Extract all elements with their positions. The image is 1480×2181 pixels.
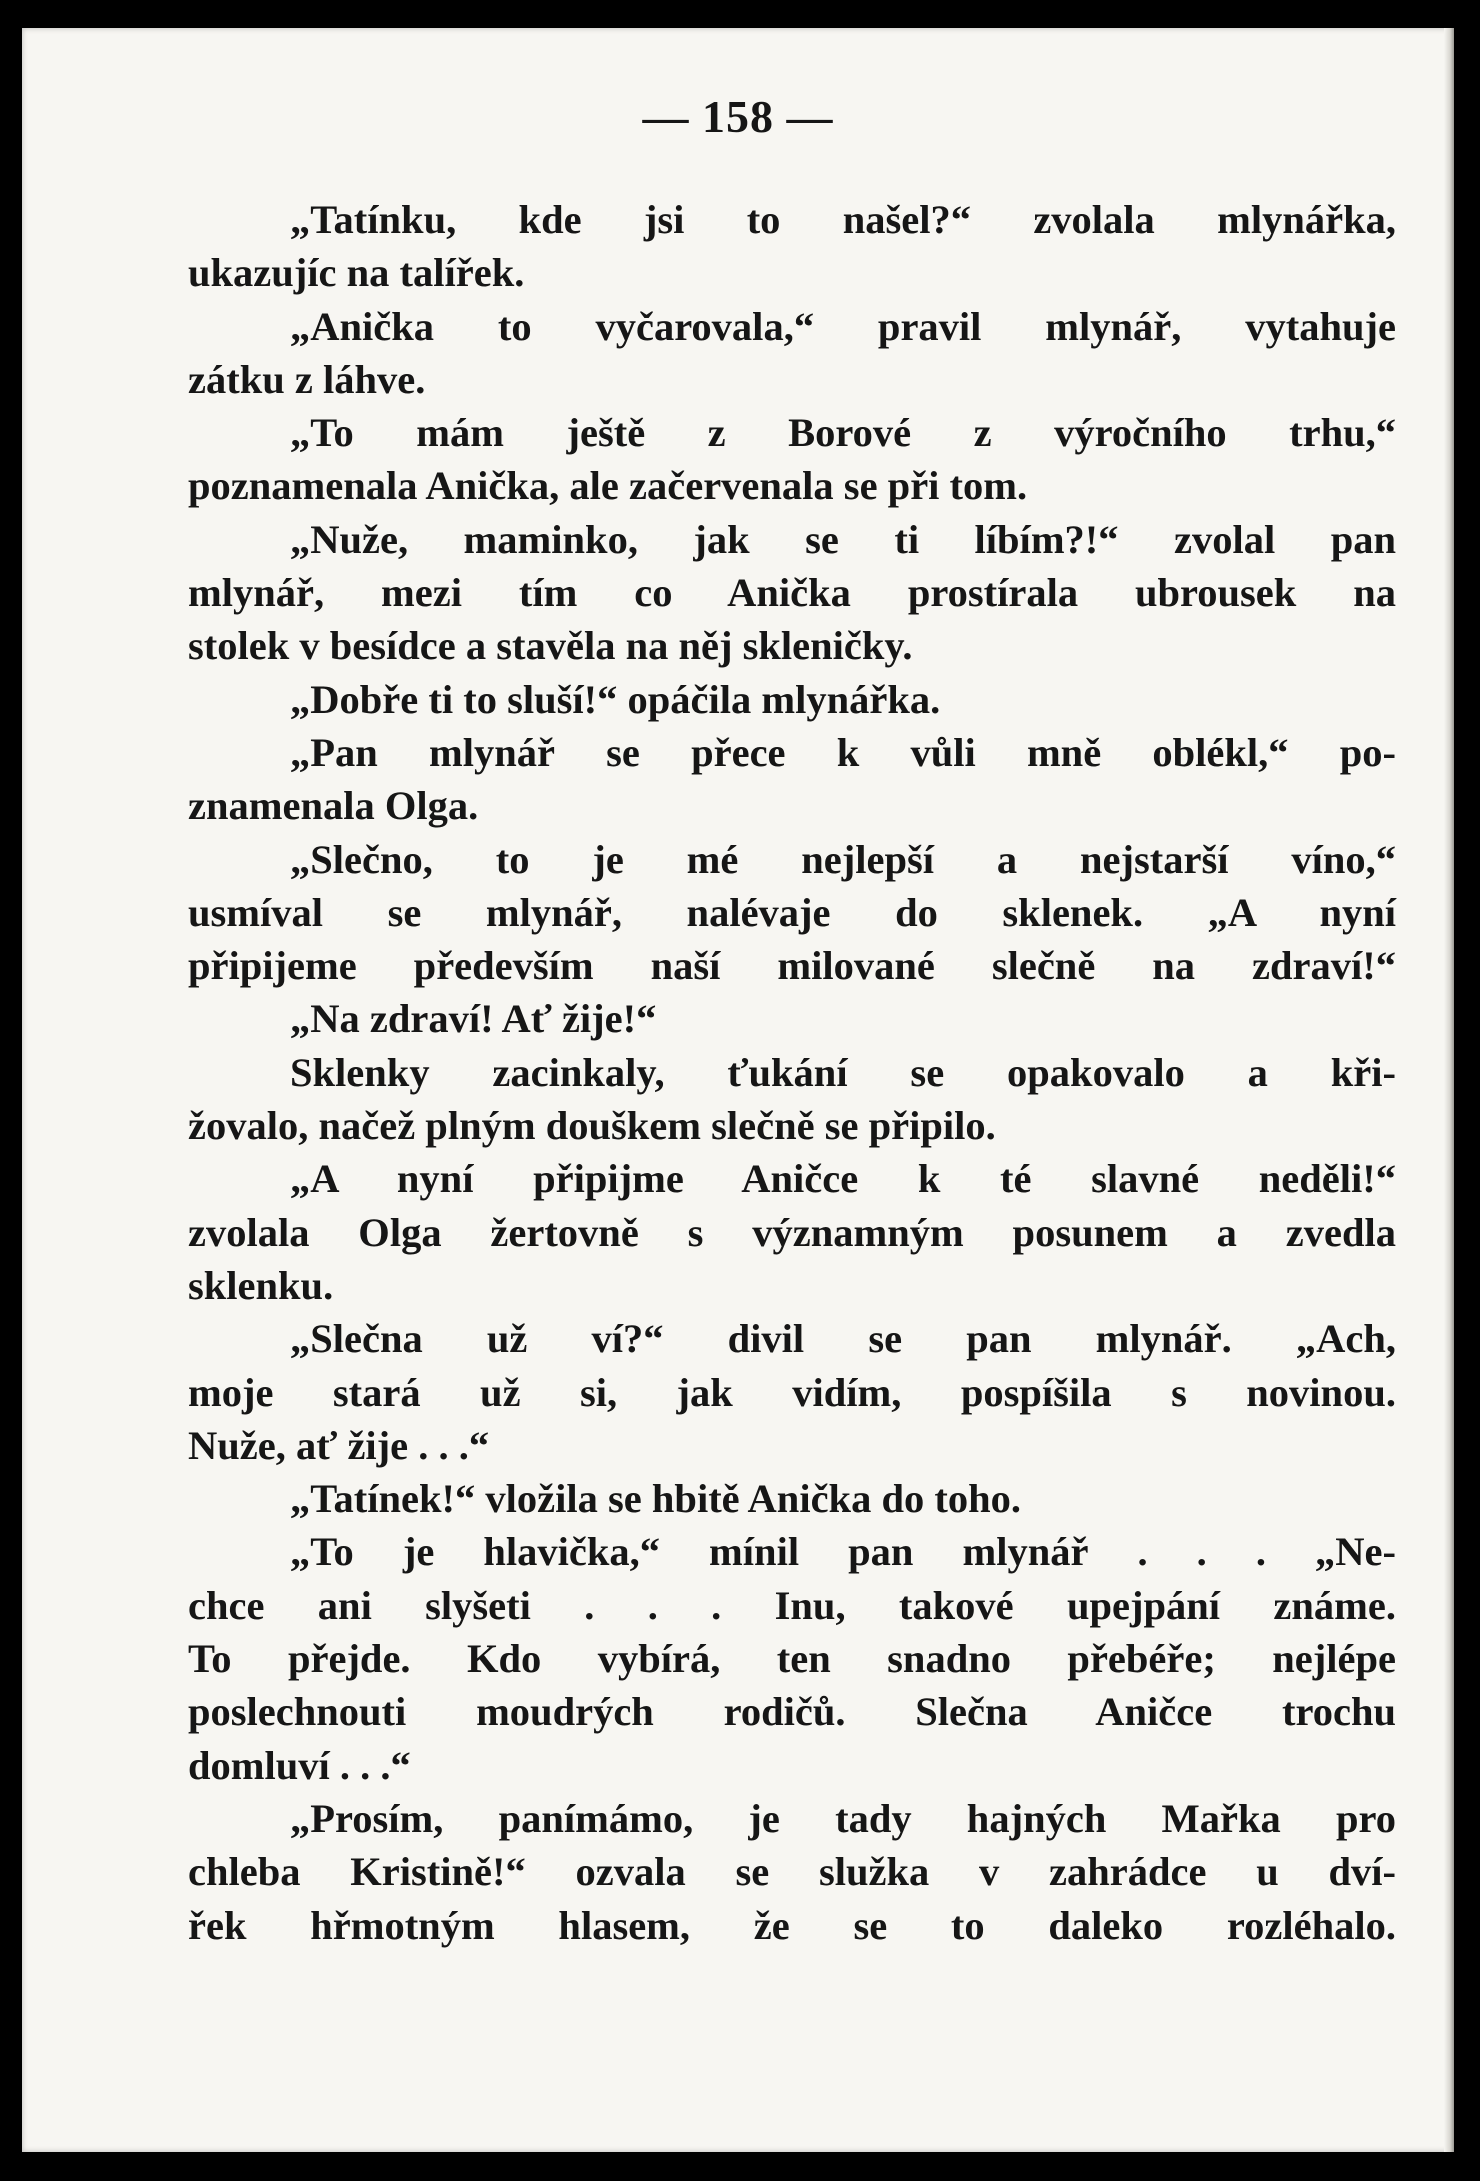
page-spine-shadow [1444,28,1454,2152]
text-line: stolek v besídce a stavěla na něj skleničky. [188,623,913,669]
text-line: chleba Kristině!“ ozvala se služka v zahrádce u dví- [188,1849,1396,1895]
text-line: ukazujíc na talířek. [188,250,525,296]
text-line: „Slečno, to je mé nejlepší a nejstarší víno,“ [290,836,1396,882]
text-line: mlynář, mezi tím co Anička prostírala ubrousek na [188,570,1396,616]
text-line: „Anička to vyčarovala,“ pravil mlynář, vytahuje [290,303,1396,349]
text-line: „Slečna už ví?“ divil se pan mlynář. „Ach, [290,1316,1396,1362]
text-line: „Pan mlynář se přece k vůli mně oblékl,“ po- [290,729,1396,775]
body-text [188,193,1396,1952]
text-line: znamenala Olga. [188,783,479,829]
text-line: „Na zdraví! Ať žije!“ [290,996,657,1042]
text-line: žovalo, načež plným douškem slečně se připilo. [188,1103,996,1149]
text-line: To přejde. Kdo vybírá, ten snadno přebéře; nejlépe [188,1636,1396,1682]
text-line: „Nuže, maminko, jak se ti líbím?!“ zvolal pan [290,516,1396,562]
text-line: poslechnouti moudrých rodičů. Slečna Aničce trochu [188,1689,1396,1735]
text-line: „To mám ještě z Borové z výročního trhu,“ [290,410,1396,456]
text-line: „Dobře ti to sluší!“ opáčila mlynářka. [290,676,941,722]
text-line: zvolala Olga žertovně s významným posunem a zvedla [188,1209,1396,1255]
text-line: sklenku. [188,1262,334,1308]
text-line: zátku z láhve. [188,356,426,402]
text-line: Sklenky zacinkaly, ťukání se opakovalo a kři- [290,1049,1396,1095]
text-line: chce ani slyšeti . . . Inu, takové upejpání známe. [188,1582,1396,1628]
text-line: moje stará už si, jak vidím, pospíšila s novinou. [188,1369,1396,1415]
text-line: „A nyní připijme Aničce k té slavné neděli!“ [290,1156,1396,1202]
text-line: „Tatínku, kde jsi to našel?“ zvolala mlynářka, [290,197,1396,242]
text-line: „Prosím, panímámo, je tady hajných Mařka pro [290,1795,1396,1841]
text-line: připijeme především naší milované slečně na zdraví!“ [188,943,1396,989]
text-line: „To je hlavička,“ mínil pan mlynář . . . „Ne- [290,1529,1396,1575]
page-number: — 158 — [642,91,834,142]
text-line: poznamenala Anička, ale začervenala se při tom. [188,463,1028,509]
text-line: domluví . . .“ [188,1742,411,1788]
book-page [22,28,1454,2152]
text-line: „Tatínek!“ vložila se hbitě Anička do toho. [290,1476,1021,1522]
text-line: Nuže, ať žije . . .“ [188,1422,490,1468]
text-line: usmíval se mlynář, nalévaje do sklenek. „A nyní [188,889,1396,935]
text-line: řek hřmotným hlasem, že se to daleko rozléhalo. [188,1902,1396,1948]
